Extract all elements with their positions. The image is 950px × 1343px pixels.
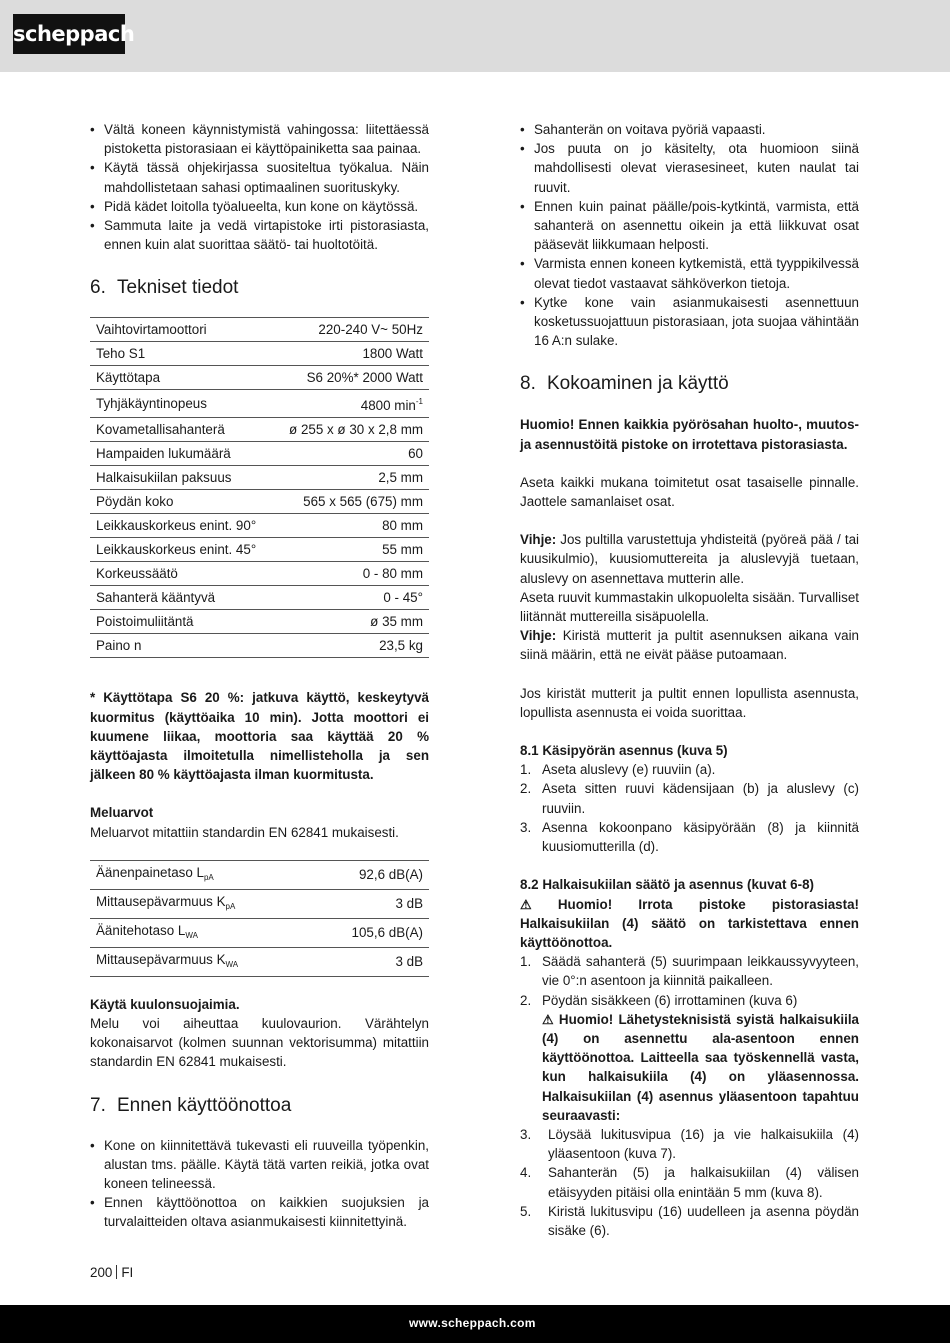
step-text: Asenna kokoonpano käsipyörään (8) ja kiinnitä kuusiomutterilla (d).: [542, 819, 859, 855]
inner-warning: [520, 1010, 859, 1125]
table-row: [90, 418, 429, 442]
spec-label: Leikkauskorkeus enint. 45°: [90, 538, 272, 562]
tip-text: Kiristä mutterit ja pultit asennuksen aikana vain siinä määrin, että ne eivät pääse putoamaan.: [520, 628, 859, 663]
website-link[interactable]: www.scheppach.com: [409, 1316, 536, 1330]
spec-value: 0 - 45°: [272, 586, 429, 610]
right-column: [520, 120, 859, 1240]
section-8-2-heading: 8.2 Halkaisukiilan säätö ja asennus (kuvat 6-8): [520, 877, 814, 893]
warning-icon: ⚠: [542, 1011, 554, 1027]
list-item: • Varmista ennen koneen kytkemistä, että tyyppikilvessä olevat tiedot vastaavat sähköverkon tietoja.: [520, 254, 859, 292]
spec-label: Halkaisukiilan paksuus: [90, 466, 272, 490]
section-number: 8.: [520, 373, 536, 395]
list-item: • Kytke kone vain asianmukaisesti asennettuun kosketussuojattuun pistorasiaan, jota suojaa vähintään 16 A:n sulake.: [520, 293, 859, 351]
intro-bullet-list: [90, 120, 429, 254]
section-title: Ennen käyttöönottoa: [117, 1094, 292, 1116]
assemble-text: Aseta kaikki mukana toimitetut osat tasaiselle pinnalle. Jaottele samanlaiset osat.: [520, 474, 859, 510]
tip-text: Jos pultilla varustettuja yhdisteitä (pyöreä pää / tai kuusikulmio), kuusiomuttereita ja aluslevyjä tuetaan, aluslevy on asennettava mutterin alle.: [520, 532, 859, 586]
spec-label: Kovametallisahanterä: [90, 418, 272, 442]
tighten-text: Jos kiristät mutterit ja pultit ennen lopullista asennusta, lopullista asennusta ei voida suorittaa.: [520, 685, 859, 720]
section-number: 6.: [90, 277, 106, 299]
step-text: Sahanterän (5) ja halkaisukiilan (4) välisen etäisyyden pitäisi olla enintään 5 mm (kuva 8).: [548, 1165, 859, 1200]
list-item: • Sammuta laite ja vedä virtapistoke irti pistorasiasta, ennen kuin alat suorittaa säätö- tai huoltotöitä.: [90, 216, 429, 254]
duty-cycle-note: * Käyttötapa S6 20 %: jatkuva käyttö, keskeytyvä kuormitus (käyttöaika 10 min). Jotta moottori ei kuumene liikaa, moottoria saa käyttää 20 % käyttöajasta ilmoitetulla nimellisteholla ja sen jälkeen 80 % käyttöajasta ilman kuormitusta.: [90, 690, 429, 783]
list-item: [520, 760, 859, 779]
spec-label: Sahanterä kääntyvä: [90, 586, 272, 610]
section-8-2-steps-continued: [520, 1125, 859, 1240]
tip-continuation: Aseta ruuvit kummastakin ulkopuolelta sisään. Turvalliset liitännät muttereilla sisäpuolella.: [520, 589, 859, 625]
section-title: Kokoaminen ja käyttö: [547, 373, 729, 395]
section-7-bullet-list: [90, 1136, 429, 1232]
warning-text: Huomio! Irrota pistoke pistorasiasta! Halkaisukiilan (4) säätö on tarkistettava ennen käyttöönottoa.: [520, 896, 859, 950]
noise-label: Mittausepävarmuus K: [96, 951, 226, 967]
noise-label: Mittausepävarmuus K: [96, 893, 226, 909]
noise-label-cell: [90, 947, 310, 976]
step-number: 1.: [520, 954, 532, 970]
left-column: [90, 120, 429, 1232]
list-item: • Sahanterän on voitava pyöriä vapaasti.: [520, 120, 859, 139]
table-row: [90, 390, 429, 418]
list-item: • Jos puuta on jo käsitelty, ota huomioon siinä mahdollisesti olevat vierasesineet, kuten naulat tai ruuvit.: [520, 139, 859, 197]
spec-value-sup: -1: [415, 397, 423, 407]
noise-label-sub: WA: [225, 959, 239, 969]
section-8-1-heading: 8.1 Käsipyörän asennus (kuva 5): [520, 743, 728, 759]
table-row: [90, 889, 429, 918]
list-item: [520, 818, 859, 856]
spec-label: Korkeussäätö: [90, 562, 272, 586]
table-row: [90, 490, 429, 514]
noise-heading: Meluarvot: [90, 805, 154, 821]
spec-value-cell: [272, 390, 429, 418]
spec-value: 23,5 kg: [272, 634, 429, 658]
tip-label: Vihje:: [520, 532, 557, 548]
spec-label: Vaihtovirtamoottori: [90, 318, 272, 342]
section-number: 7.: [90, 1094, 106, 1116]
scheppach-logo: scheppach: [13, 14, 125, 54]
caution-note: Huomio! Ennen kaikkia pyörösahan huolto-, muutos- ja asennustöitä pistoke on irrotettava pistorasiasta.: [520, 417, 859, 452]
section-6-heading: [90, 276, 429, 300]
spec-label: Teho S1: [90, 342, 272, 366]
step-number: 3.: [520, 819, 532, 835]
noise-label-cell: [90, 918, 310, 947]
table-row: [90, 634, 429, 658]
warning-icon: ⚠: [520, 896, 532, 912]
step-number: 3.: [520, 1126, 532, 1142]
spec-value: 4800 min: [360, 398, 416, 414]
noise-value: 105,6 dB(A): [310, 918, 429, 947]
list-item: [520, 779, 859, 817]
table-row: [90, 342, 429, 366]
step-text: Aseta sitten ruuvi kädensijaan (b) ja aluslevy (c) ruuviin.: [542, 781, 859, 816]
step-number: 1.: [520, 762, 532, 778]
spec-value: S6 20%* 2000 Watt: [272, 366, 429, 390]
list-item: • Vältä koneen käynnistymistä vahingossa: liitettäessä pistoketta pistorasiaan ei käyttöpainiketta saa painaa.: [90, 120, 429, 158]
header-bar: [0, 0, 950, 72]
spec-label: Hampaiden lukumäärä: [90, 442, 272, 466]
step-text: Kiristä lukitusvipu (16) uudelleen ja asenna pöydän sisäke (6).: [548, 1203, 859, 1238]
noise-label-sub: pA: [203, 872, 214, 882]
spec-value: 55 mm: [272, 538, 429, 562]
page-number: 200: [90, 1265, 113, 1280]
spec-label: Tyhjäkäyntinopeus: [90, 390, 272, 418]
list-item: [520, 952, 859, 990]
table-row: [90, 586, 429, 610]
noise-value: 3 dB: [310, 889, 429, 918]
spec-label: Pöydän koko: [90, 490, 272, 514]
step-text: Löysää lukitusvipua (16) ja vie halkaisukiila (4) yläasentoon (kuva 7).: [548, 1126, 859, 1162]
noise-label-sub: pA: [225, 901, 236, 911]
noise-table: [90, 860, 429, 977]
section-8-2-warning: [520, 895, 859, 953]
noise-value: 3 dB: [310, 947, 429, 976]
section-8-heading: [520, 372, 859, 396]
table-row: [90, 466, 429, 490]
spec-table: [90, 317, 429, 658]
warning-text: Huomio! Lähetysteknisistä syistä halkaisukiila (4) on asennettu ala-asentoon ennen käyttöönottoa. Laitteella saa työskennellä vasta, kun halkaisukiila (4) on yläasennossa. Halkaisukiilan (4) asennus yläasentoon tapahtuu seuraavasti:: [542, 1011, 859, 1123]
section-7-heading: [90, 1094, 429, 1118]
noise-value: 92,6 dB(A): [310, 860, 429, 889]
noise-text: Meluarvot mitattiin standardin EN 62841 mukaisesti.: [90, 824, 399, 840]
spec-value: 220-240 V~ 50Hz: [272, 318, 429, 342]
tip-paragraph: [520, 626, 859, 664]
step-number: 4.: [520, 1165, 532, 1181]
spec-value: 565 x 565 (675) mm: [272, 490, 429, 514]
list-item: [520, 1202, 859, 1240]
list-item: • Pidä kädet loitolla työalueelta, kun kone on käytössä.: [90, 197, 429, 216]
spec-label: Paino n: [90, 634, 272, 658]
tip-label: Vihje:: [520, 628, 557, 644]
spec-value: ø 35 mm: [272, 610, 429, 634]
table-row: [90, 514, 429, 538]
language-code: FI: [121, 1265, 134, 1280]
table-row: [90, 366, 429, 390]
table-row: [90, 860, 429, 889]
list-item: • Kone on kiinnitettävä tukevasti eli ruuveilla työpenkin, alustan tms. päälle. Käytä tätä varten reikiä, jotka ovat koneen telineessä.: [90, 1136, 429, 1194]
list-item: • Ennen käyttöönottoa on kaikkien suojuksien ja turvalaitteiden oltava asianmukaisesti kiinnitettyinä.: [90, 1193, 429, 1231]
noise-label-cell: [90, 889, 310, 918]
footer-divider: [116, 1265, 117, 1279]
step-text: Aseta aluslevy (e) ruuviin (a).: [542, 762, 716, 778]
list-item: [520, 1163, 859, 1201]
table-row: [90, 442, 429, 466]
spec-value: 60: [272, 442, 429, 466]
spec-value: 1800 Watt: [272, 342, 429, 366]
list-item: [520, 1125, 859, 1163]
table-row: [90, 918, 429, 947]
spec-value: 0 - 80 mm: [272, 562, 429, 586]
table-row: [90, 947, 429, 976]
noise-label: Äänenpainetaso L: [96, 864, 204, 880]
spec-label: Poistoimuliitäntä: [90, 610, 272, 634]
noise-label-sub: WA: [185, 930, 198, 940]
spec-label: Leikkauskorkeus enint. 90°: [90, 514, 272, 538]
spec-value: ø 255 x ø 30 x 2,8 mm: [272, 418, 429, 442]
hearing-protection-heading: Käytä kuulonsuojaimia.: [90, 996, 240, 1012]
section-8-1-steps: [520, 760, 859, 856]
noise-label: Äänitehotaso L: [96, 922, 186, 938]
section-title: Tekniset tiedot: [117, 277, 239, 299]
step-number: 2.: [520, 781, 532, 797]
table-row: [90, 562, 429, 586]
step-text: Säädä sahanterä (5) suurimpaan leikkaussyvyyteen, vie 0°:n asentoon ja kiinnitä paikalleen.: [542, 954, 859, 989]
section-8-2-steps: [520, 952, 859, 1010]
step-number: 5.: [520, 1203, 532, 1219]
table-row: [90, 538, 429, 562]
tip-paragraph: [520, 530, 859, 588]
list-item: [520, 991, 859, 1010]
list-item: • Käytä tässä ohjekirjassa suositeltua työkalua. Näin mahdollistetaan sahasi optimaalinen suorituskyky.: [90, 158, 429, 196]
footer-bar: [0, 1305, 950, 1343]
noise-label-cell: [90, 860, 310, 889]
page-footer: [90, 1265, 133, 1280]
spec-label: Käyttötapa: [90, 366, 272, 390]
step-text: Pöydän sisäkkeen (6) irrottaminen (kuva 6): [542, 992, 798, 1008]
spec-value: 80 mm: [272, 514, 429, 538]
table-row: [90, 610, 429, 634]
hearing-protection-text: Melu voi aiheuttaa kuulovaurion. Värähtelyn kokonaisarvot (kolmen suunnan vektorisumma) mitattiin standardin EN 62841 mukaisesti.: [90, 1016, 429, 1070]
step-number: 2.: [520, 992, 532, 1008]
spec-value: 2,5 mm: [272, 466, 429, 490]
safety-bullet-list: [520, 120, 859, 350]
list-item: • Ennen kuin painat päälle/pois-kytkintä, varmista, että sahanterä on asennettu oikein ja että liikkuvat osat pääsevät liikkumaan helposti.: [520, 197, 859, 255]
table-row: [90, 318, 429, 342]
